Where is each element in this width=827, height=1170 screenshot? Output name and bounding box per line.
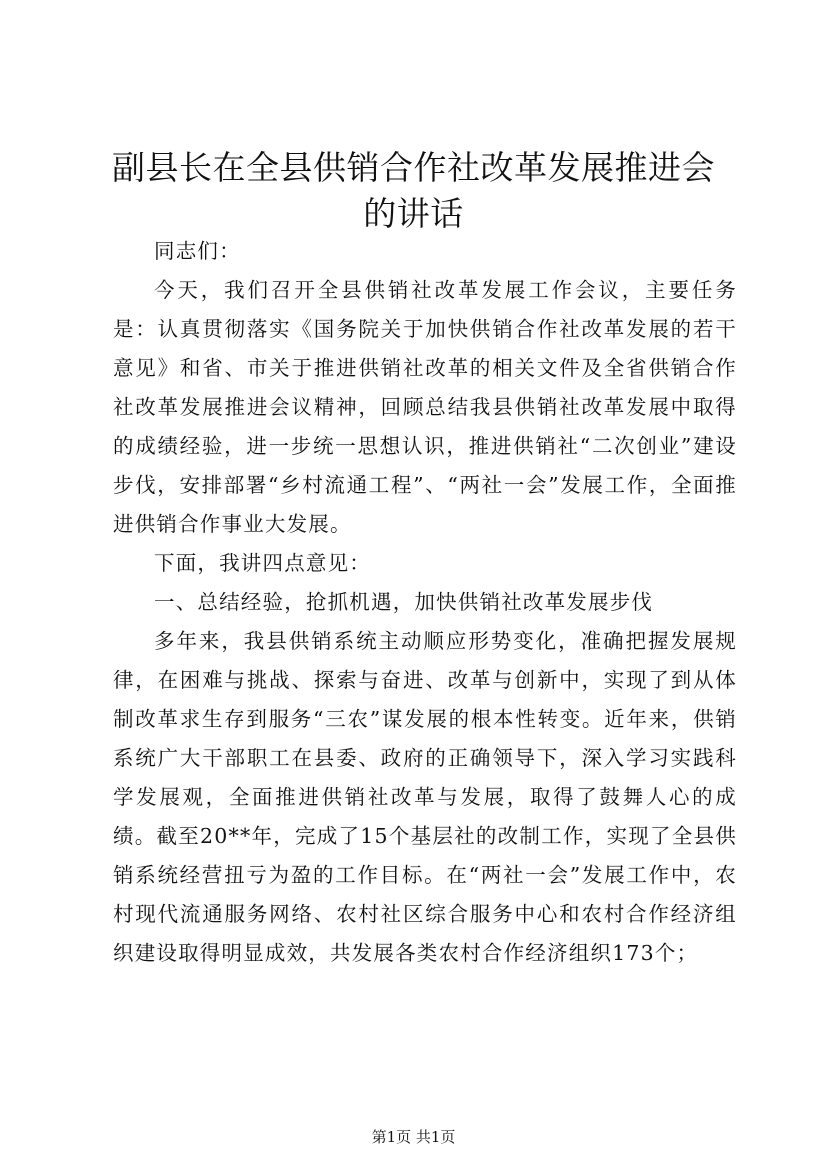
page-footer: 第1页 共1页 [371,1128,456,1146]
document-title: 副县长在全县供销合作社改革发展推进会的讲话 [112,148,715,233]
document-body [113,232,737,973]
intro-paragraph: 今天，我们召开全县供销社改革发展工作会议，主要任务是：认真贯彻落实《国务院关于加快供销合作社改革发展的若干意见》和省、市关于推进供销社改革的相关文件及全省供销合作社改革发展推进会议精神，回顾总结我县供销社改革发展中取得的成绩经验，进一步统一思想认识，推进供销社“二次创业”建设步伐，安排部署“乡村流通工程”、“两社一会”发展工作，全面推进供销合作事业大发展。 [113,278,737,536]
section-paragraph: 多年来，我县供销系统主动顺应形势变化，准确把握发展规律，在困难与挑战、探索与奋进、改革与创新中，实现了到从体制改革求生存到服务“三农”谋发展的根本性转变。近年来，供销系统广大干部职工在县委、政府的正确领导下，深入学习实践科学发展观，全面推进供销社改革与发展，取得了鼓舞人心的成绩。截至20**年，完成了15个基层社的改制工作，实现了全县供销系统经营扭亏为盈的工作目标。在“两社一会”发展工作中，农村现代流通服务网络、农村社区综合服务中心和农村合作经济组织建设取得明显成效，共发展各类农村合作经济组织173个； [113,629,737,965]
salutation-paragraph: 同志们： [154,239,241,263]
section-heading: 一、总结经验，抢抓机遇，加快供销社改革发展步伐 [154,590,654,614]
outline-paragraph: 下面，我讲四点意见： [154,551,371,575]
